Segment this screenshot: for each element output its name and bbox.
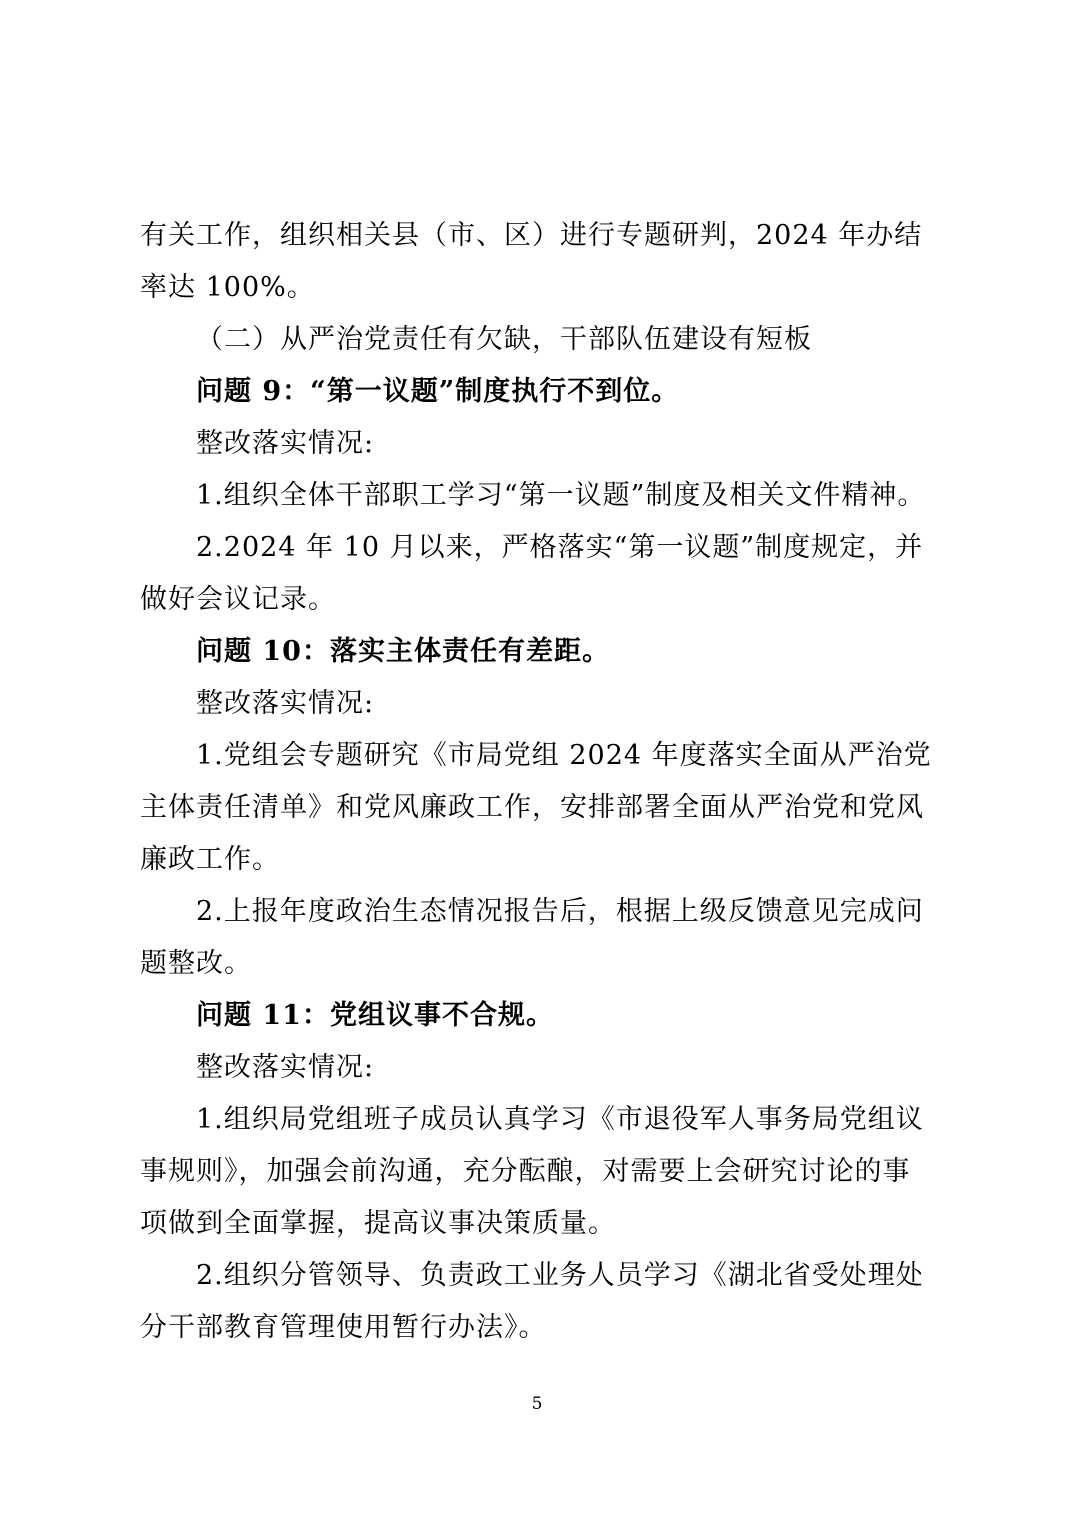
page-number: 5 xyxy=(531,1394,543,1414)
text-line: 事规则》，加强会前沟通，充分酝酿，对需要上会研究讨论的事 xyxy=(140,1156,911,1187)
text-line: 项做到全面掌握，提高议事决策质量。 xyxy=(140,1208,616,1239)
text-line: 2.2024 年 10 月以来，严格落实“第一议题”制度规定，并 xyxy=(196,532,924,563)
text-line: 主体责任清单》和党风廉政工作，安排部署全面从严治党和党风 xyxy=(140,792,924,823)
text-line: 整改落实情况: xyxy=(196,428,375,459)
text-line: 廉政工作。 xyxy=(140,844,280,875)
text-line: 题整改。 xyxy=(140,948,252,979)
text-line: 2.组织分管领导、负责政工业务人员学习《湖北省受处理处 xyxy=(196,1260,924,1291)
issue-heading: 问题 11：党组议事不合规。 xyxy=(196,1000,554,1031)
text-line: 1.组织全体干部职工学习“第一议题”制度及相关文件精神。 xyxy=(196,480,926,511)
text-line: 1.组织局党组班子成员认真学习《市退役军人事务局党组议 xyxy=(196,1104,924,1135)
issue-heading: 问题 9：“第一议题”制度执行不到位。 xyxy=(196,376,680,407)
text-line: 分干部教育管理使用暂行办法》。 xyxy=(140,1312,547,1343)
text-line: 整改落实情况: xyxy=(196,1052,375,1083)
text-line: 做好会议记录。 xyxy=(140,584,336,615)
document-body xyxy=(140,210,940,1354)
text-line: 率达 100%。 xyxy=(140,272,315,303)
text-line: 有关工作，组织相关县（市、区）进行专题研判，2024 年办结 xyxy=(140,220,923,251)
text-line: （二）从严治党责任有欠缺，干部队伍建设有短板 xyxy=(196,324,812,355)
issue-heading: 问题 10：落实主体责任有差距。 xyxy=(196,636,610,667)
text-line: 整改落实情况: xyxy=(196,688,375,719)
text-line: 2.上报年度政治生态情况报告后，根据上级反馈意见完成问 xyxy=(196,896,924,927)
text-line: 1.党组会专题研究《市局党组 2024 年度落实全面从严治党 xyxy=(196,740,932,771)
